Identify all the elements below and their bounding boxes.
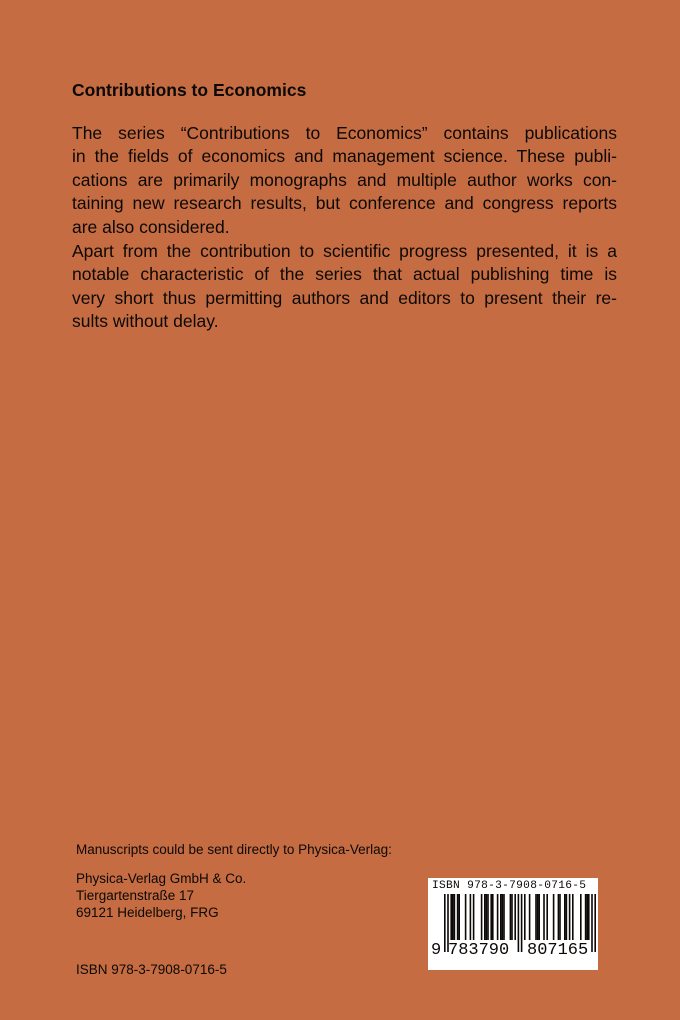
barcode-bar bbox=[591, 894, 593, 952]
barcode-bar bbox=[564, 894, 566, 940]
text-line: taining new research results, but conference and congress reports bbox=[72, 193, 617, 214]
text-line: are also considered. bbox=[72, 216, 230, 237]
barcode-bar bbox=[465, 894, 467, 940]
text-line: very short thus permitting authors and editors to present their re- bbox=[72, 287, 617, 308]
barcode-bar bbox=[470, 894, 472, 940]
isbn-text: ISBN 978-3-7908-0716-5 bbox=[76, 962, 227, 977]
barcode-left-digits: 783790 bbox=[448, 941, 510, 956]
barcode-bar bbox=[457, 894, 459, 940]
barcode-bar bbox=[538, 894, 540, 940]
barcode-bar bbox=[500, 894, 502, 940]
barcode-bar bbox=[546, 894, 548, 940]
barcode-bar bbox=[511, 894, 513, 940]
barcode-bar bbox=[572, 894, 574, 940]
barcode-bar bbox=[559, 894, 561, 940]
barcode-bar bbox=[586, 894, 588, 940]
publishing-time-paragraph bbox=[72, 240, 617, 334]
barcode-isbn-label: ISBN 978-3-7908-0716-5 bbox=[432, 880, 587, 892]
barcode-bar bbox=[580, 894, 582, 940]
barcode-bar bbox=[502, 894, 504, 940]
series-title: Contributions to Economics bbox=[72, 80, 307, 100]
address-line: 69121 Heidelberg, FRG bbox=[76, 905, 219, 920]
barcode-bar bbox=[452, 894, 454, 940]
manuscripts-note: Manuscripts could be sent directly to Physica-Verlag: bbox=[76, 842, 392, 857]
isbn-barcode bbox=[428, 878, 598, 970]
barcode-bar bbox=[521, 894, 523, 952]
text-line: cations are primarily monographs and multiple author works con- bbox=[72, 169, 617, 190]
barcode-bar bbox=[514, 894, 516, 940]
barcode-bar bbox=[566, 894, 568, 940]
barcode-bar bbox=[518, 894, 520, 952]
text-line: The series “Contributions to Economics” contains publications bbox=[72, 123, 617, 143]
text-line: Apart from the contribution to scientific progress presented, it is a bbox=[72, 241, 617, 261]
barcode-bar bbox=[473, 894, 475, 940]
barcode-bar bbox=[481, 894, 483, 940]
series-description-paragraph bbox=[72, 122, 617, 239]
text-line: sults without delay. bbox=[72, 311, 219, 332]
barcode-bar bbox=[585, 894, 587, 940]
barcode-bar bbox=[569, 894, 571, 940]
barcode-right-digits: 807165 bbox=[527, 941, 589, 956]
text-line: in the fields of economics and management science. These publi- bbox=[72, 146, 617, 167]
publisher-address bbox=[76, 870, 246, 921]
barcode-bar bbox=[458, 894, 460, 940]
barcode-bar bbox=[484, 894, 486, 940]
barcode-bar bbox=[497, 894, 499, 940]
barcode-bar bbox=[487, 894, 489, 940]
barcode-bar bbox=[524, 894, 526, 940]
barcode-bar bbox=[553, 894, 555, 940]
barcode-first-digit: 9 bbox=[431, 941, 442, 956]
barcode-bar bbox=[503, 894, 505, 940]
barcode-bar bbox=[529, 894, 531, 940]
barcode-bar bbox=[535, 894, 537, 940]
barcode-bars bbox=[428, 894, 598, 956]
barcode-bar bbox=[510, 894, 512, 940]
barcode-bar bbox=[450, 894, 452, 940]
text-line: notable characteristic of the series that actual publishing time is bbox=[72, 264, 617, 285]
barcode-bar bbox=[490, 894, 492, 940]
address-line: Tiergartenstraße 17 bbox=[76, 888, 195, 903]
barcode-bar bbox=[588, 894, 590, 940]
barcode-bar bbox=[454, 894, 456, 940]
barcode-bar bbox=[543, 894, 545, 940]
barcode-bar bbox=[594, 894, 596, 952]
address-line: Physica-Verlag GmbH & Co. bbox=[76, 871, 247, 886]
barcode-bar bbox=[558, 894, 560, 940]
barcode-bar bbox=[444, 894, 446, 952]
barcode-bar bbox=[537, 894, 539, 940]
barcode-bar bbox=[492, 894, 494, 940]
barcode-bar bbox=[486, 894, 488, 940]
